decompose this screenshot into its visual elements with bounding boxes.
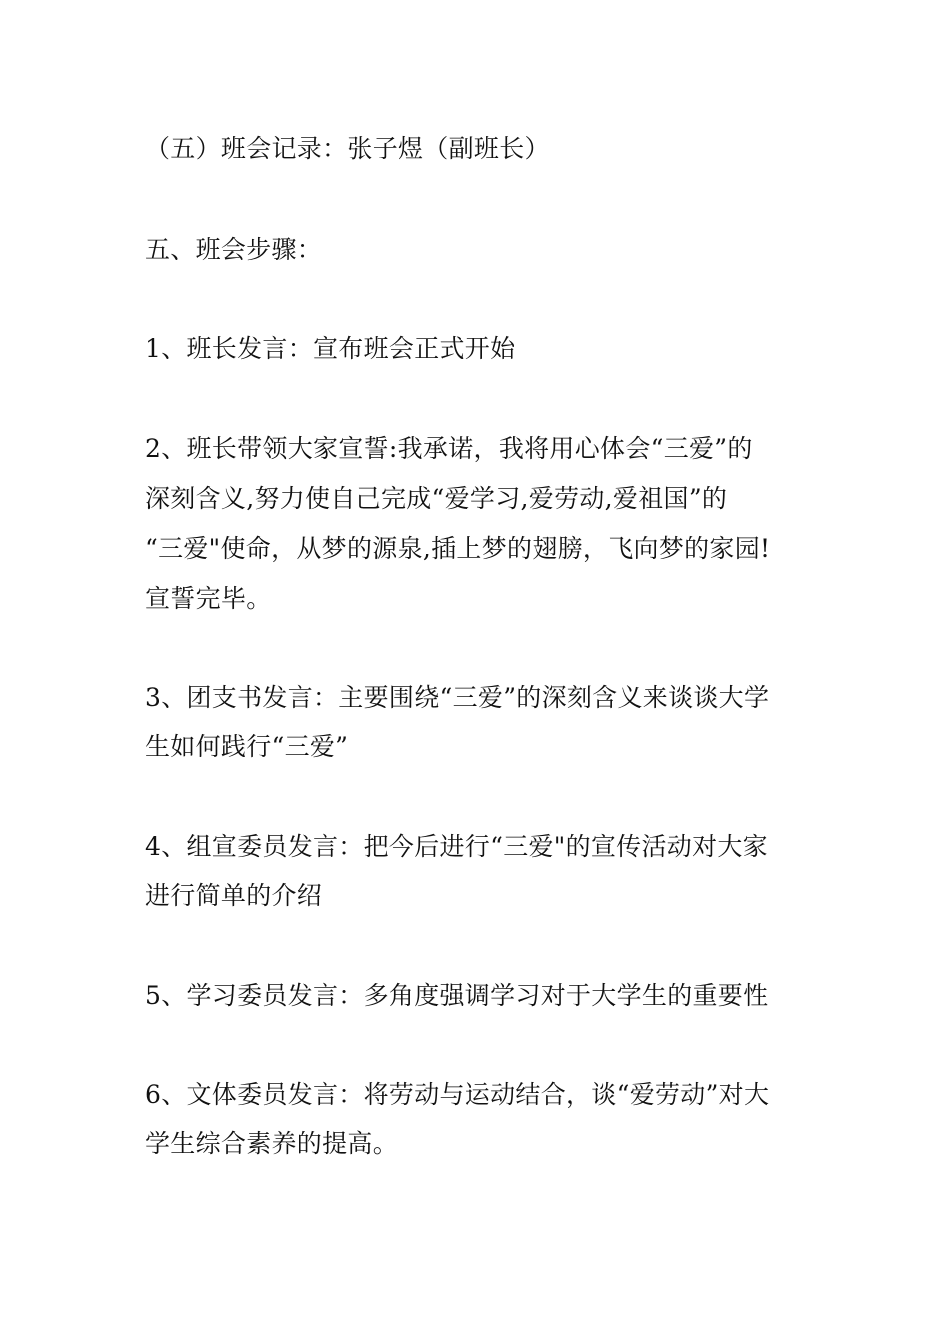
step-3-line-2: 生如何践行“三爱” (145, 732, 349, 761)
step-6-line-2: 学生综合素养的提高。 (145, 1129, 399, 1158)
step-2-line-1: 2、班长带领大家宣誓:我承诺，我将用心体会“三爱”的 (145, 434, 753, 463)
section-heading-steps: 五、班会步骤： (145, 235, 323, 264)
step-1-line: 1、班长发言：宣布班会正式开始 (145, 334, 516, 363)
step-4-line-2: 进行简单的介绍 (145, 881, 323, 910)
step-6-line-1: 6、文体委员发言：将劳动与运动结合，谈“爱劳动”对大 (145, 1080, 770, 1109)
meeting-recorder-line: （五）班会记录：张子煜（副班长） (145, 134, 550, 163)
step-5-line: 5、学习委员发言：多角度强调学习对于大学生的重要性 (145, 981, 769, 1010)
step-3-line-1: 3、团支书发言：主要围绕“三爱”的深刻含义来谈谈大学 (145, 683, 770, 712)
step-2-line-3: “三爱"使命，从梦的源泉,插上梦的翅膀，飞向梦的家园! (145, 534, 771, 563)
step-2-line-2: 深刻含义,努力使自己完成“爱学习,爱劳动,爱祖国”的 (145, 484, 728, 513)
step-4-line-1: 4、组宣委员发言：把今后进行“三爱"的宣传活动对大家 (145, 832, 768, 861)
step-2-line-4: 宣誓完毕。 (145, 584, 272, 613)
